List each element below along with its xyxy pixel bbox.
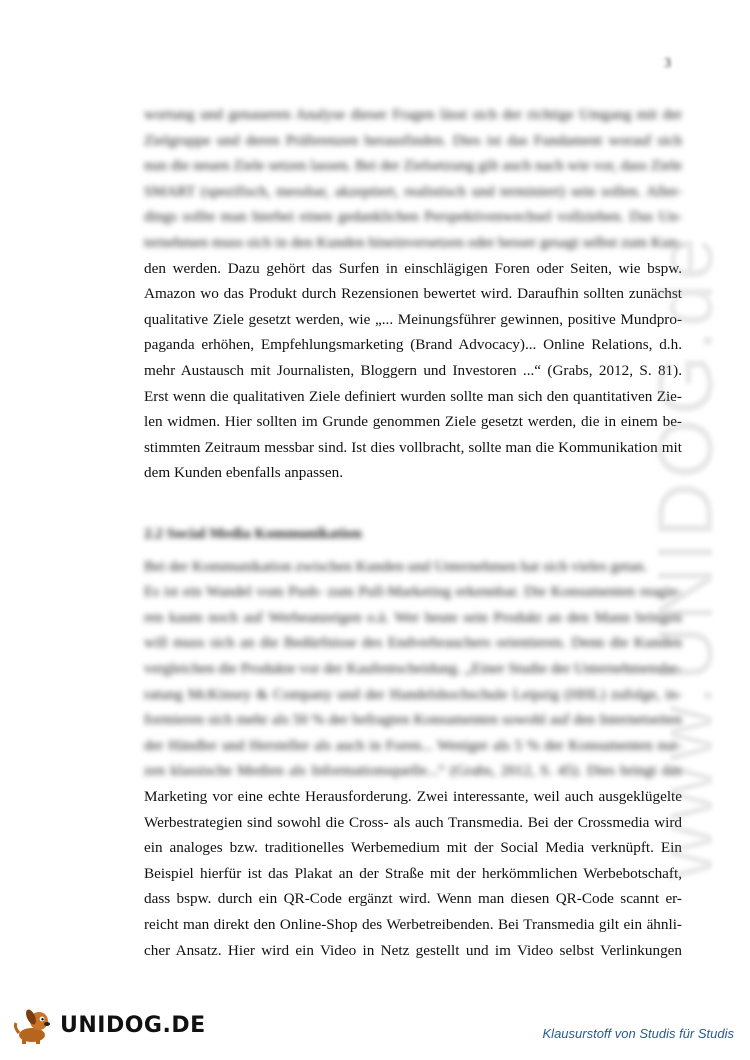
text-line: wortung und genaueren Analyse dieser Fragen lässt sich der richtige Umgang mit der [144, 106, 682, 123]
section-heading: 2.2 Social Media Kommunikation [144, 525, 362, 542]
text-line: Es ist ein Wandel vom Push- zum Pull-Marketing erkennbar. Die Konsumenten reagie- [144, 583, 682, 601]
text-line: Erst wenn die qualitativen Ziele definiert wurden sollte man sich den quantitativen Zie- [144, 387, 682, 405]
text-line: qualitative Ziele gesetzt werden, wie „... Meinungsführer gewinnen, positive Mundpro- [144, 310, 682, 328]
text-line: dem Kunden ebenfalls anpassen. [144, 464, 344, 482]
text-line: paganda erhöhen, Empfehlungsmarketing (Brand Advocacy)... Online Relations, d.h. [144, 336, 682, 354]
text-line: len widmen. Hier sollten im Grunde genommen Ziele gesetzt werden, die in einem be- [144, 413, 682, 431]
section-social-media-communication [144, 521, 682, 963]
text-line: dings sollte man hierbei einen gedanklichen Perspektivenwechsel vollziehen. Das Un- [144, 208, 682, 226]
footer-logo[interactable] [12, 1005, 206, 1045]
text-line: formieren sich mehr als 50 % der befragten Konsumenten sowohl auf den Internetseiten [144, 711, 682, 729]
dog-icon [12, 1005, 56, 1045]
text-line: ren kaum noch auf Werbeanzeigen o.ä. Wer heute sein Produkt an den Mann bringen [144, 608, 682, 626]
text-line: Bei der Kommunikation zwischen Kunden und Unternehmen hat sich vieles getan. [144, 557, 648, 575]
watermark: www.UNIDOG.de [641, 234, 729, 880]
text-line: will muss sich an die Bedürfnisse des Endverbrauchers orientieren. Denn die Kunden [144, 634, 682, 652]
text-line: stimmten Zeitraum messbar sind. Ist dies vollbracht, sollte man die Kommunikation mit [144, 438, 682, 456]
text-line: nun die neuen Ziele setzen lassen. Bei der Zielsetzung gilt auch nach wie vor, dass Ziele [144, 157, 682, 175]
footer-slogan: Klausurstoff von Studis für Studis [542, 1026, 734, 1041]
paragraph-goals [144, 102, 682, 486]
text-line: vergleichen die Produkte vor der Kaufentscheidung. „Einer Studie der Unternehmensbe- [144, 659, 682, 677]
text-line: den werden. Dazu gehört das Surfen in einschlägigen Foren oder Seiten, wie bspw. [144, 259, 682, 277]
text-line: dass bspw. durch ein QR-Code ergänzt wird. Wenn man diesen QR-Code scannt er- [144, 890, 682, 908]
page-number: 3 [664, 56, 671, 71]
text-line: Beispiel hierfür ist das Plakat an der Straße mit der herkömmlichen Werbebotschaft, [144, 864, 682, 882]
text-line: Amazon wo das Produkt durch Rezensionen bewertet wird. Daraufhin sollten zunächst [144, 285, 682, 303]
text-line: zen klassische Medien als Informationsquelle...“ (Grabs, 2012, S. 45). Dies bringt das [144, 762, 682, 780]
logo-text: UNIDOG.DE [60, 1012, 206, 1038]
text-line: reicht man direkt den Online-Shop des Werbetreibenden. Bei Transmedia gilt ein ähnli- [144, 915, 682, 933]
text-line: der Händler und Hersteller als auch in Foren... Weniger als 5 % der Konsumenten nut- [144, 736, 682, 754]
text-line: SMART (spezifisch, messbar, akzeptiert, realistisch und terminiert) sein sollen. Aller- [144, 182, 682, 200]
text-line: ratung McKinsey & Company und der Handelshochschule Leipzig (HHL) zufolge, in- [144, 685, 682, 703]
text-line: Marketing vor eine echte Herausforderung. Zwei interessante, weil auch ausgeklügelte [144, 787, 682, 805]
text-line: Werbestrategien sind sowohl die Cross- als auch Transmedia. Bei der Crossmedia wird [144, 813, 682, 831]
text-line: cher Ansatz. Hier wird ein Video in Netz gestellt und im Video selbst Verlinkungen [144, 941, 682, 959]
text-line: ternehmen muss sich in den Kunden hineinversetzen oder besser gesagt selbst zum Kun- [144, 233, 682, 251]
text-line: mehr Austausch mit Journalisten, Bloggern und Investoren ...“ (Grabs, 2012, S. 81). [144, 361, 682, 379]
text-line: ein analoges bzw. traditionelles Werbemedium mit der Social Media verknüpft. Ein [144, 839, 682, 857]
text-line: Zielgruppe und deren Präferenzen herausfinden. Dies ist das Fundament worauf sich [144, 131, 682, 149]
